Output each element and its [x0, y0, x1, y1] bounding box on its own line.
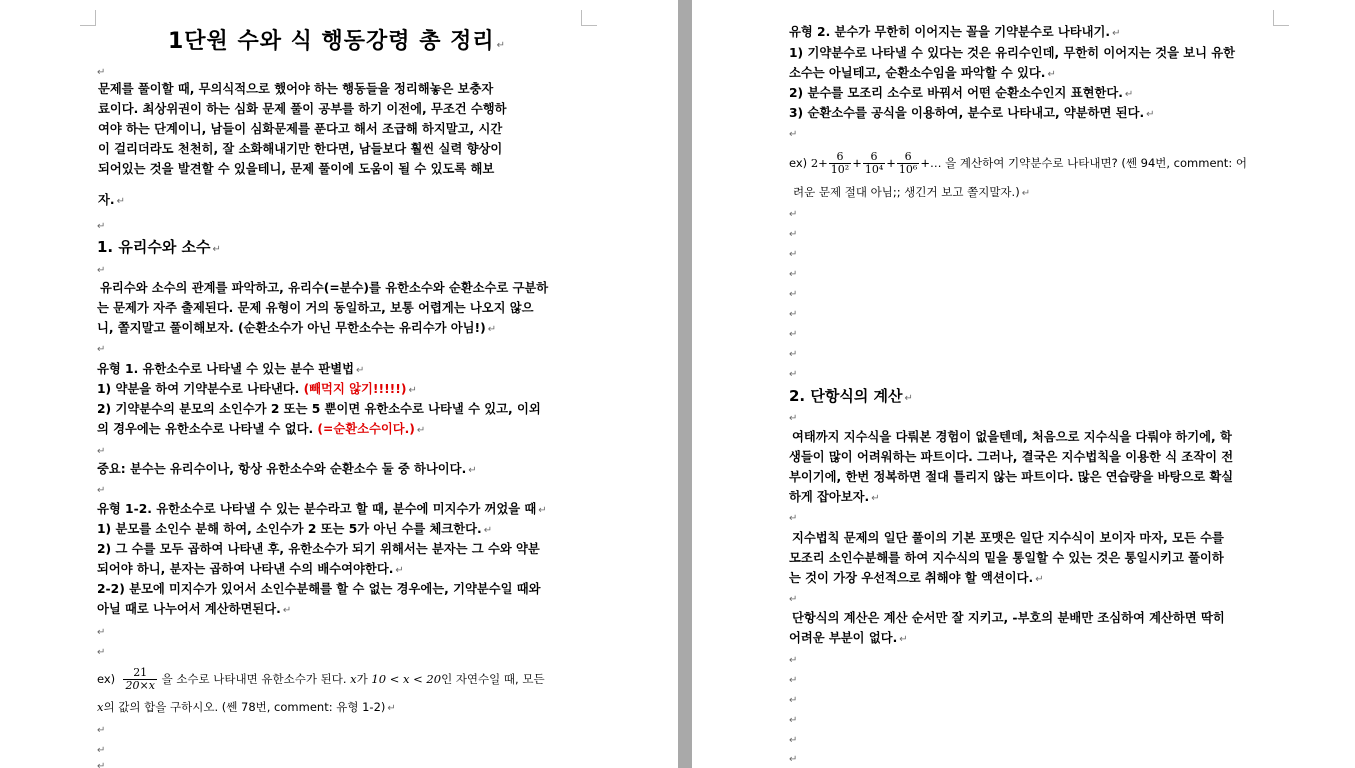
example-fraction: $\frac{21}{20\times x}$	[125, 665, 155, 692]
series-fraction: $\frac{6}{\text{10⁶}}$	[898, 149, 918, 176]
section-body-line: 여태까지 지수식을 다뤄본 경험이 없을텐데, 처음으로 지수식을 다뤄야 하기에, 학	[792, 430, 1232, 444]
important-note: 중요: 분수는 유리수이나, 항상 유한소수와 순환소수 둘 중 하나이다. ↵	[97, 462, 477, 476]
paragraph-mark: ↵	[789, 329, 798, 340]
page-gap	[678, 0, 692, 768]
section-body-line: 니, 쫄지말고 풀이해보자. (순환소수가 아닌 무한소수는 유리수가 아님!) ↵	[97, 321, 497, 335]
paragraph-mark: ↵	[97, 761, 106, 768]
paragraph-mark: ↵	[789, 594, 798, 605]
paragraph-mark: ↵	[789, 675, 798, 686]
section-body-line: 는 것이 가장 우선적으로 취해야 할 액션이다. ↵	[789, 571, 1044, 585]
series-fraction: $\frac{6}{\text{10⁴}}$	[864, 149, 884, 176]
type-step: 2-2) 분모에 미지수가 있어서 소인수분해를 할 수 없는 경우에는, 기약분수일 때와	[97, 582, 541, 596]
paragraph-mark: ↵	[789, 655, 798, 666]
intro-line: 자. ↵	[98, 193, 125, 207]
type-step: 2) 그 수를 모두 곱하여 나타낸 후, 유한소수가 되기 위해서는 분자는 그 수와 약분	[97, 542, 540, 556]
document-title: 1단원 수와 식 행동강령 총 정리 ↵	[168, 29, 507, 54]
intro-line: 되어있는 것을 발견할 수 있을테니, 문제 풀이에 도움이 될 수 있도록 해보	[98, 162, 495, 176]
section-body-line: 는 문제가 자주 출제된다. 문제 유형이 거의 동일하고, 보통 어렵게는 나오지 않으	[97, 301, 534, 315]
type-step: 1) 분모를 소인수 분해 하여, 소인수가 2 또는 5가 아닌 수를 체크한다. ↵	[97, 522, 493, 536]
example-problem-line: x의 값의 합을 구하시오. (쎈 78번, comment: 유형 1-2) ↵	[97, 700, 396, 714]
example-problem-line: ex) $\frac{21}{20\times x}$ 을 소수로 나타내면 유한소수가 된다. x 가 10 < x < 20 인 자연수일 때, 모든	[97, 665, 545, 692]
section-body-line: 단항식의 계산은 계산 순서만 잘 지키고, -부호의 분배만 조심하여 계산하면 딱히	[792, 611, 1225, 625]
paragraph-mark: ↵	[97, 745, 106, 756]
section-heading: 1. 유리수와 소수 ↵	[97, 238, 221, 256]
paragraph-mark: ↵	[97, 647, 106, 658]
example-problem-line: 려운 문제 절대 아님;; 생긴거 보고 쫄지말자.) ↵	[793, 185, 1031, 199]
paragraph-mark: ↵	[789, 369, 798, 380]
paragraph-mark: ↵	[789, 513, 798, 524]
type-step: 되어야 하니, 분자는 곱하여 나타낸 수의 배수여야한다. ↵	[97, 562, 404, 576]
section-body-line: 모조리 소인수분해를 하여 지수식의 밑을 통일할 수 있는 것은 통일시키고 풀이하	[789, 551, 1224, 565]
paragraph-mark: ↵	[97, 725, 106, 736]
type-step: 1) 약분을 하여 기약분수로 나타낸다. (빼먹지 않기!!!!!) ↵	[97, 382, 417, 396]
paragraph-mark: ↵	[789, 209, 798, 220]
section-body-line: 부이기에, 한번 정복하면 절대 틀리지 않는 파트이다. 많은 연습량을 바탕으로 확실	[789, 470, 1234, 484]
intro-line: 여야 하는 단계이니, 남들이 심화문제를 푼다고 해서 조급해 하지말고, 시간	[98, 122, 503, 136]
paragraph-mark: ↵	[789, 735, 798, 746]
type-heading: 유형 1. 유한소수로 나타낼 수 있는 분수 판별법 ↵	[97, 362, 365, 376]
type-step: 2) 기약분수의 분모의 소인수가 2 또는 5 뿐이면 유한소수로 나타낼 수 있고, 이외	[97, 402, 541, 416]
paragraph-mark: ↵	[97, 627, 106, 638]
paragraph-mark: ↵	[97, 485, 106, 496]
type-step: 2) 분수를 모조리 소수로 바꿔서 어떤 순환소수인지 표현한다. ↵	[789, 86, 1134, 100]
margin-corner-mark	[581, 10, 597, 26]
document-page-right[interactable]	[692, 0, 1355, 768]
paragraph-mark: ↵	[97, 446, 106, 457]
type-step: 소수는 아닐테고, 순환소수임을 파악할 수 있다. ↵	[789, 66, 1056, 80]
margin-corner-mark	[80, 10, 96, 26]
paragraph-mark: ↵	[789, 289, 798, 300]
example-problem-line: ex) 2+ $\frac{6}{\text{10²}}$ + $\frac{6}{\text{10⁴}}$ + $\frac{6}{\text{10⁶}}$ +… 을 계산하여 기약분수로 나타내면? (쎈 94번, comment: 어	[789, 149, 1247, 176]
paragraph-mark: ↵	[789, 413, 798, 424]
section-body-line: 어려운 부분이 없다. ↵	[789, 631, 908, 645]
section-heading: 2. 단항식의 계산 ↵	[789, 387, 913, 405]
paragraph-mark: ↵	[789, 715, 798, 726]
type-step: 1) 기약분수로 나타낼 수 있다는 것은 유리수인데, 무한히 이어지는 것을 보니 유한	[789, 46, 1236, 60]
section-body-line: 생들이 많이 어려워하는 파트이다. 그러나, 결국은 지수법칙을 이용한 식 조작이 전	[789, 450, 1234, 464]
type-step: 아닐 때로 나누어서 계산하면된다. ↵	[97, 602, 292, 616]
series-fraction: $\frac{6}{\text{10²}}$	[830, 149, 850, 176]
type-step: 3) 순환소수를 공식을 이용하여, 분수로 나타내고, 약분하면 된다. ↵	[789, 106, 1155, 120]
section-body-line: 지수법칙 문제의 일단 풀이의 기본 포맷은 일단 지수식이 보이자 마자, 모든 수를	[792, 531, 1224, 545]
intro-line: 문제를 풀이할 때, 무의식적으로 했어야 하는 행동들을 정리해놓은 보충자	[98, 82, 494, 96]
paragraph-mark: ↵	[789, 754, 798, 765]
paragraph-mark: ↵	[789, 129, 798, 140]
paragraph-mark: ↵	[789, 309, 798, 320]
paragraph-mark: ↵	[97, 221, 106, 232]
type-heading: 유형 2. 분수가 무한히 이어지는 꼴을 기약분수로 나타내기. ↵	[789, 25, 1121, 39]
paragraph-mark: ↵	[789, 349, 798, 360]
intro-line: 이 걸리더라도 천천히, 잘 소화해내기만 한다면, 남들보다 훨씬 실력 향상이	[98, 142, 503, 156]
section-body-line: 유리수와 소수의 관계를 파악하고, 유리수(=분수)를 유한소수와 순환소수로 구분하	[100, 281, 549, 295]
paragraph-mark: ↵	[789, 269, 798, 280]
paragraph-mark: ↵	[97, 344, 106, 355]
paragraph-mark: ↵	[789, 695, 798, 706]
section-body-line: 하게 잡아보자. ↵	[789, 490, 880, 504]
paragraph-mark: ↵	[789, 249, 798, 260]
intro-line: 료이다. 최상위권이 하는 심화 문제 풀이 공부를 하기 이전에, 무조건 수행하	[98, 102, 507, 116]
type-heading: 유형 1-2. 유한소수로 나타낼 수 있는 분수라고 할 때, 분수에 미지수가 꺼었을 때 ↵	[97, 502, 547, 516]
margin-corner-mark	[1273, 10, 1289, 26]
paragraph-mark: ↵	[97, 265, 106, 276]
paragraph-mark: ↵	[97, 67, 106, 78]
type-step: 의 경우에는 유한소수로 나타낼 수 없다. (=순환소수이다.) ↵	[97, 422, 426, 436]
paragraph-mark: ↵	[789, 229, 798, 240]
